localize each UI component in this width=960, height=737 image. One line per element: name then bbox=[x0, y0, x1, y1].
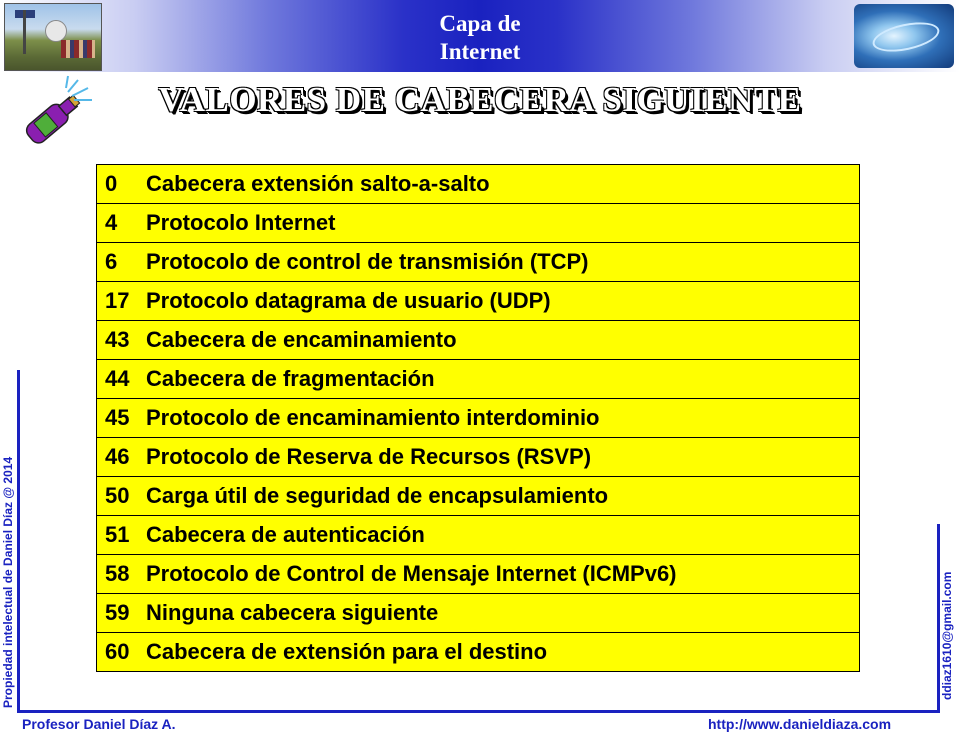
row-description: Protocolo de Control de Mensaje Internet (ICMPv6) bbox=[146, 561, 677, 586]
row-value: 58 bbox=[105, 561, 130, 586]
slide-title: VALORES DE CABECERA SIGUIENTE bbox=[158, 80, 802, 119]
section-title-line1: Capa de bbox=[439, 11, 521, 36]
row-description: Cabecera extensión salto-a-salto bbox=[146, 171, 490, 196]
digital-hand-image bbox=[854, 4, 954, 68]
row-description: Protocolo Internet bbox=[146, 210, 336, 235]
copyright-vertical-text: Propiedad intelectual de Daniel Díaz @ 2014 bbox=[1, 456, 15, 708]
row-value: 44 bbox=[105, 366, 130, 391]
table-row bbox=[97, 282, 859, 321]
row-description: Ninguna cabecera siguiente bbox=[146, 600, 439, 625]
row-description: Cabecera de extensión para el destino bbox=[146, 639, 548, 664]
row-description: Protocolo de control de transmisión (TCP) bbox=[146, 249, 589, 274]
table-row bbox=[97, 633, 859, 671]
table-row bbox=[97, 516, 859, 555]
row-value: 17 bbox=[105, 288, 130, 313]
table-row bbox=[97, 555, 859, 594]
row-value: 60 bbox=[105, 639, 130, 664]
row-description: Protocolo de encaminamiento interdominio bbox=[146, 405, 600, 430]
table-row bbox=[97, 477, 859, 516]
satellite-dish-shape bbox=[45, 20, 67, 42]
row-description: Cabecera de autenticación bbox=[146, 522, 425, 547]
people-group-shape bbox=[61, 40, 95, 58]
row-value: 51 bbox=[105, 522, 130, 547]
row-description: Cabecera de fragmentación bbox=[146, 366, 435, 391]
row-value: 4 bbox=[105, 210, 118, 235]
frame-left-line bbox=[17, 370, 20, 713]
table-row bbox=[97, 321, 859, 360]
table-row bbox=[97, 165, 859, 204]
row-description: Protocolo datagrama de usuario (UDP) bbox=[146, 288, 551, 313]
footer-url: http://www.danieldiaza.com bbox=[708, 716, 892, 732]
footer-author: Profesor Daniel Díaz A. bbox=[22, 716, 176, 732]
row-description: Cabecera de encaminamiento bbox=[146, 327, 457, 352]
row-value: 6 bbox=[105, 249, 118, 274]
table-row bbox=[97, 360, 859, 399]
row-description: Protocolo de Reserva de Recursos (RSVP) bbox=[146, 444, 592, 469]
section-title-line2: Internet bbox=[439, 39, 521, 64]
row-value: 50 bbox=[105, 483, 130, 508]
antenna-pole-shape bbox=[23, 10, 26, 54]
table-row bbox=[97, 594, 859, 633]
row-description: Carga útil de seguridad de encapsulamiento bbox=[146, 483, 609, 508]
row-value: 0 bbox=[105, 171, 118, 196]
row-value: 43 bbox=[105, 327, 130, 352]
table-row bbox=[97, 438, 859, 477]
row-value: 59 bbox=[105, 600, 130, 625]
table-row bbox=[97, 204, 859, 243]
table-row bbox=[97, 399, 859, 438]
row-value: 46 bbox=[105, 444, 130, 469]
table-row bbox=[97, 243, 859, 282]
next-header-table bbox=[96, 164, 860, 672]
hand-outline-shape bbox=[870, 17, 942, 57]
frame-bottom-line bbox=[17, 710, 939, 713]
antenna-photo bbox=[4, 3, 102, 71]
row-value: 45 bbox=[105, 405, 130, 430]
email-vertical-text: ddiaz1610@gmail.com bbox=[940, 571, 954, 700]
section-title bbox=[380, 10, 580, 66]
